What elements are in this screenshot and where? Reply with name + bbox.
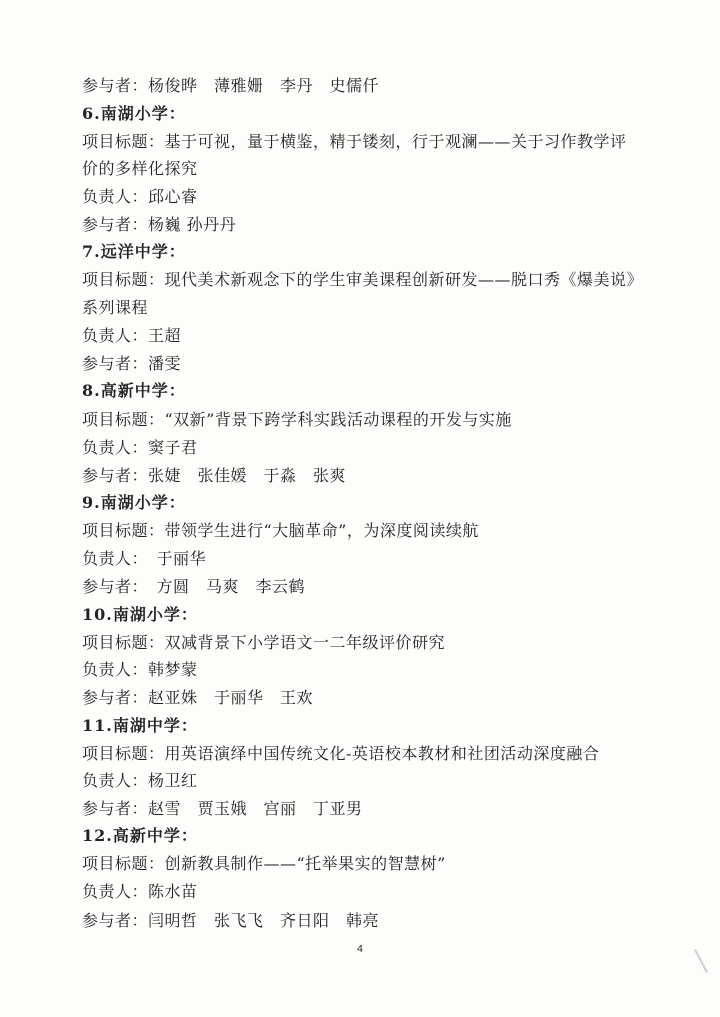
text-line: 负责人：王超 [82,326,182,345]
text-line: 参与者：杨巍 孙丹丹 [82,215,237,234]
section-heading: 7.远洋中学： [82,242,186,261]
section-heading: 11.南湖中学： [82,716,198,735]
text-line: 负责人：邱心睿 [82,187,198,206]
section-heading: 12.高新中学： [82,826,198,845]
text-line: 负责人：陈水苗 [82,882,198,901]
text-line: 参与者：杨俊晔 薄雅姗 李丹 史儒仟 [82,76,380,95]
section-heading: 10.南湖小学： [82,605,198,624]
section-heading: 8.高新中学： [82,381,186,400]
text-line: 价的多样化探究 [82,159,198,178]
text-line: 项目标题：双减背景下小学语文一二年级评价研究 [82,633,446,652]
text-line: 系列课程 [82,298,149,317]
text-line: 项目标题：基于可视，量于横鉴，精于镂刻，行于观澜——关于习作教学评 [82,132,627,151]
text-line: 负责人：杨卫红 [82,771,198,790]
text-line: 项目标题：现代美术新观念下的学生审美课程创新研发——脱口秀《爆美说》 [82,270,644,289]
text-line: 项目标题：用英语演绎中国传统文化-英语校本教材和社团活动深度融合 [82,744,600,763]
text-line: 负责人： 于丽华 [82,549,207,568]
text-line: 项目标题：“双新”背景下跨学科实践活动课程的开发与实施 [82,410,512,429]
text-line: 项目标题：带领学生进行“大脑革命”，为深度阅读续航 [82,521,479,540]
section-heading: 6.南湖小学： [82,104,186,123]
text-line: 参与者：张婕 张佳媛 于淼 张爽 [82,466,347,485]
text-line: 参与者：潘雯 [82,354,182,373]
page-number: 4 [356,944,364,955]
text-line: 负责人：窦子君 [82,438,198,457]
text-line: 负责人：韩梦蒙 [82,660,198,679]
text-line: 参与者：赵亚姝 于丽华 王欢 [82,688,314,707]
text-line: 参与者：赵雪 贾玉娥 宫丽 丁亚男 [82,799,363,818]
text-line: 项目标题：创新教具制作——“托举果实的智慧树” [82,854,446,873]
text-line: 参与者：闫明哲 张飞飞 齐日阳 韩亮 [82,911,380,930]
section-heading: 9.南湖小学： [82,493,186,512]
text-line: 参与者： 方圆 马爽 李云鹤 [82,577,306,596]
